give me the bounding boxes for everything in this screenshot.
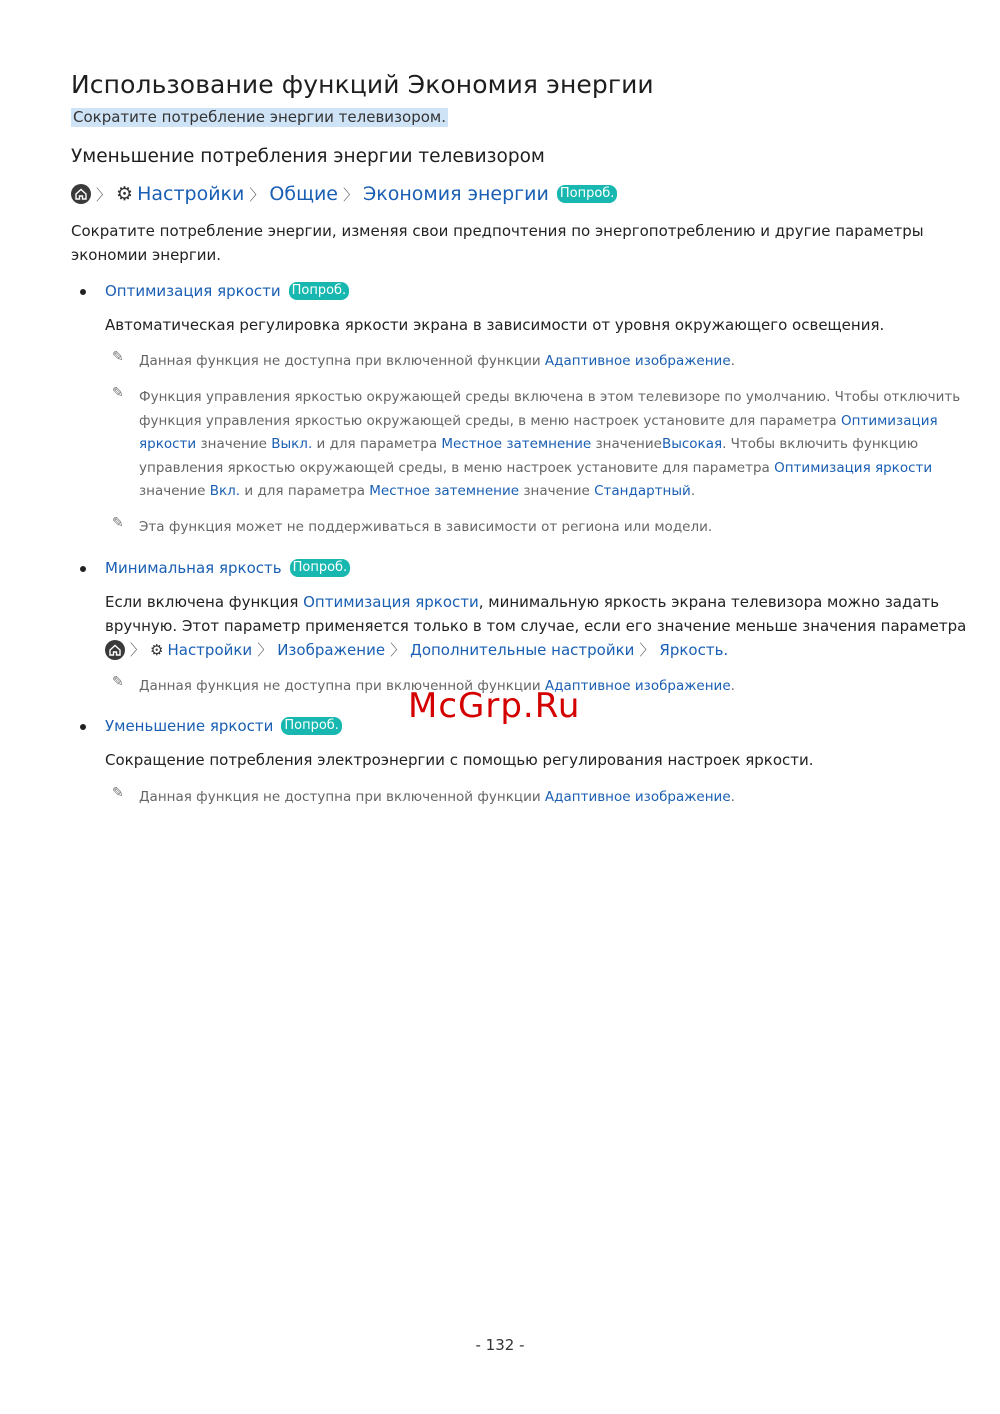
breadcrumb-settings[interactable]: Настройки — [167, 640, 253, 659]
desc-line — [105, 591, 966, 615]
note-text: значение — [139, 483, 210, 499]
note-line: Функция управления яркостью окружающей среды включена в этом телевизоре по умолчанию. Чтобы отключить — [139, 389, 961, 405]
option-description — [105, 591, 966, 638]
chevron-right-icon: 〉 — [639, 641, 655, 659]
option-label[interactable]: Уменьшение яркости — [105, 717, 274, 735]
option-minimum-brightness — [105, 559, 350, 577]
note-link: Оптимизация яркости — [774, 459, 933, 476]
option-description: Автоматическая регулировка яркости экрана в зависимости от уровня окружающего освещения. — [105, 316, 885, 334]
option-label[interactable]: Оптимизация яркости — [105, 282, 281, 300]
breadcrumb-advanced[interactable]: Дополнительные настройки — [410, 640, 635, 659]
note-link: яркости — [139, 436, 197, 452]
pencil-icon: ✎ — [112, 785, 124, 801]
note-line — [139, 480, 960, 504]
bullet — [80, 724, 86, 730]
note — [139, 786, 735, 810]
note-text: значение — [196, 436, 272, 452]
watermark: McGrp.Ru — [408, 686, 581, 726]
note-link: Местное затемнение — [369, 483, 520, 499]
note — [139, 386, 960, 504]
page-subtitle: Сократите потребление энергии телевизором. — [73, 108, 446, 126]
note-text: Данная функция не доступна при включенной функции — [139, 353, 545, 369]
chevron-right-icon: 〉 — [343, 185, 359, 204]
note-text: Данная функция не доступна при включенной функции — [139, 789, 545, 805]
note-link: Адаптивное изображение — [544, 789, 731, 805]
desc-text: Если включена функция — [105, 593, 304, 611]
intro-line: экономии энергии. — [71, 245, 221, 264]
note-text: . — [730, 678, 735, 694]
chevron-right-icon: 〉 — [130, 641, 146, 659]
note-text: функция управления яркостью окружающей среды, в меню настроек установите для параметра — [139, 412, 841, 429]
desc-line: вручную. Этот параметр применяется только в том случае, если его значение меньше значения параметра — [105, 616, 967, 635]
note — [139, 350, 735, 374]
intro-text — [71, 220, 924, 267]
chevron-right-icon: 〉 — [257, 641, 273, 659]
note-text: . — [730, 789, 735, 805]
pencil-icon: ✎ — [112, 515, 124, 531]
chevron-right-icon: 〉 — [96, 185, 112, 204]
breadcrumb-brightness[interactable]: Яркость. — [659, 640, 729, 659]
chevron-right-icon: 〉 — [390, 641, 406, 659]
note-text: . Чтобы включить функцию — [722, 436, 919, 452]
breadcrumb — [71, 183, 617, 205]
note: Эта функция может не поддерживаться в зависимости от региона или модели. — [139, 519, 713, 535]
note-link: Адаптивное изображение — [544, 353, 731, 369]
note-line — [139, 457, 960, 481]
chevron-right-icon: 〉 — [249, 185, 265, 204]
note-text: значение — [519, 483, 595, 499]
note-text: значение — [591, 436, 662, 452]
option-label[interactable]: Минимальная яркость — [105, 559, 282, 577]
try-button[interactable]: Попроб. — [290, 559, 351, 577]
note-link: Адаптивное изображение — [544, 678, 731, 694]
try-button[interactable]: Попроб. — [557, 185, 618, 203]
page-number: - 132 - — [475, 1336, 525, 1354]
note-link: Оптимизация — [841, 412, 938, 429]
desc-link: Оптимизация яркости — [303, 593, 479, 611]
bullet — [80, 289, 86, 295]
option-brightness-optimization — [105, 282, 349, 300]
bullet — [80, 566, 86, 572]
note-link: Стандартный — [594, 483, 691, 499]
pencil-icon: ✎ — [112, 674, 124, 690]
page-title: Использование функций Экономия энергии — [71, 70, 654, 99]
note-text: . — [690, 483, 696, 499]
gear-icon: ⚙ — [150, 640, 164, 659]
note-link: Высокая — [661, 436, 723, 452]
note-line — [139, 410, 960, 434]
breadcrumb — [105, 639, 728, 660]
option-description: Сокращение потребления электроэнергии с помощью регулирования настроек яркости. — [105, 751, 814, 769]
note-text: . — [730, 353, 735, 369]
note-link: Выкл. — [271, 436, 313, 452]
note-link: Вкл. — [209, 483, 241, 499]
intro-line: Сократите потребление энергии, изменяя свои предпочтения по энергопотреблению и другие параметры — [71, 222, 924, 240]
desc-text: , минимальную яркость экрана телевизора можно задать — [478, 593, 940, 611]
option-brightness-reduction — [105, 717, 342, 735]
breadcrumb-image[interactable]: Изображение — [277, 640, 386, 659]
note-link: Местное затемнение — [441, 436, 592, 452]
try-button[interactable]: Попроб. — [281, 717, 342, 735]
pencil-icon: ✎ — [112, 385, 124, 401]
section-heading: Уменьшение потребления энергии телевизором — [71, 146, 545, 167]
home-icon — [105, 640, 125, 660]
breadcrumb-settings[interactable]: Настройки — [137, 183, 245, 205]
pencil-icon: ✎ — [112, 349, 124, 365]
note-line — [139, 433, 960, 457]
note-text: и для параметра — [312, 436, 442, 452]
breadcrumb-eco[interactable]: Экономия энергии — [363, 183, 549, 205]
try-button[interactable]: Попроб. — [289, 282, 350, 300]
home-icon — [71, 184, 91, 204]
note-text: управления яркостью окружающей среды, в меню настроек установите для параметра — [139, 459, 775, 476]
gear-icon: ⚙ — [116, 183, 134, 205]
breadcrumb-general[interactable]: Общие — [269, 183, 338, 205]
note-text: и для параметра — [240, 483, 370, 499]
note-text: Данная функция не доступна при включенной функции — [139, 678, 545, 694]
